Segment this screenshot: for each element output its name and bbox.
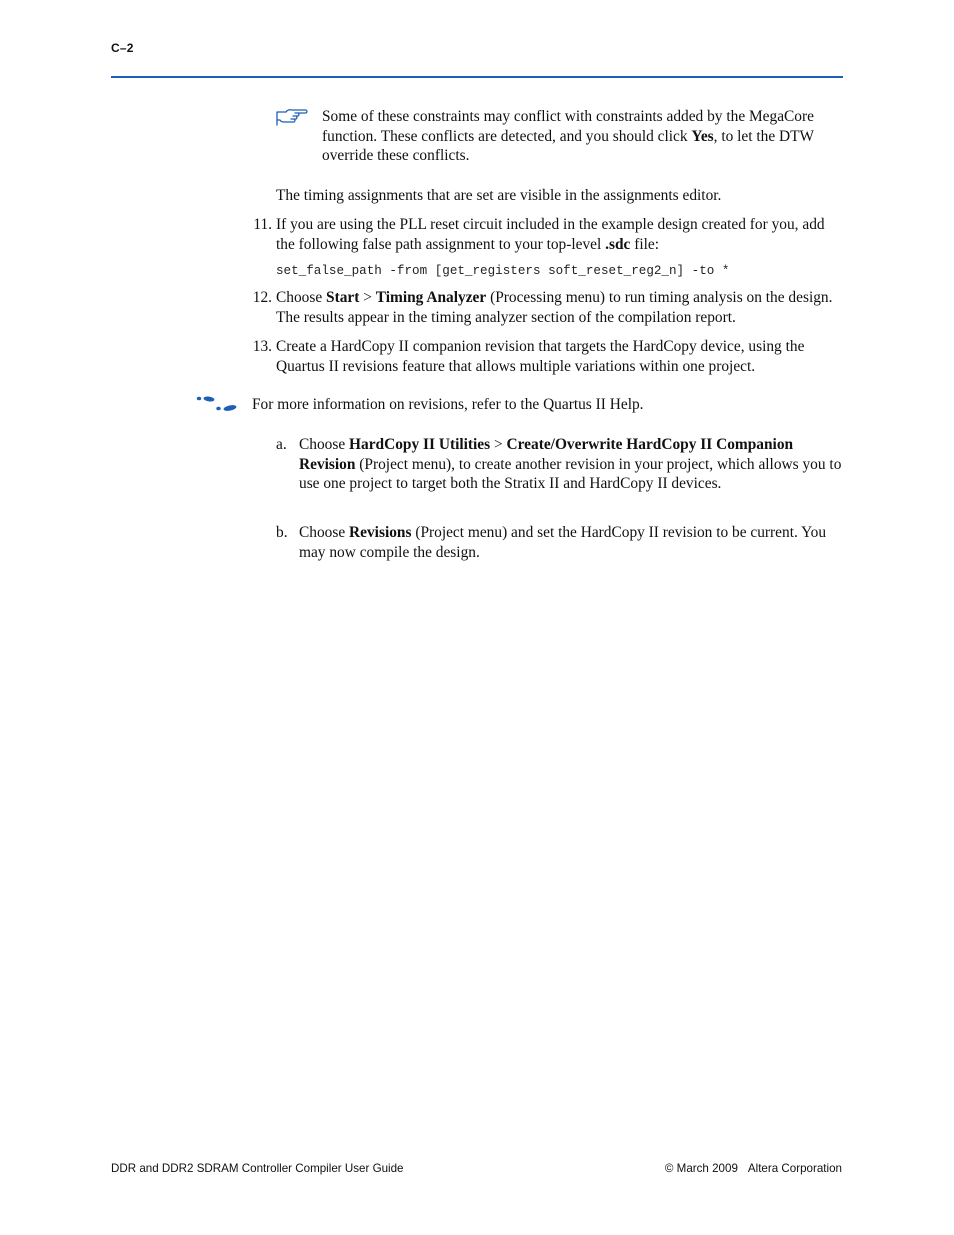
reference-text: For more information on revisions, refer to the Quartus II Help.	[252, 396, 644, 413]
footer-date: © March 2009	[664, 1162, 738, 1175]
step-11-text: If you are using the PLL reset circuit included in the example design created for you, add the following false path assignment to your top-level .sdc file:	[276, 216, 825, 253]
footer-title: DDR and DDR2 SDRAM Controller Compiler User Guide	[111, 1162, 404, 1175]
step-13-text: Create a HardCopy II companion revision that targets the HardCopy device, using the Quartus II revisions feature that allows multiple variations within one project.	[276, 338, 805, 375]
step-12-text: Choose Start > Timing Analyzer (Processing menu) to run timing analysis on the design. The results appear in the timing analyzer section of the compilation report.	[276, 289, 833, 326]
pointing-hand-icon	[276, 108, 308, 128]
substep-letter: b.	[276, 524, 288, 541]
step-number: 13.	[252, 338, 272, 355]
footer-company: Altera Corporation	[747, 1162, 842, 1175]
substep-a-text: Choose HardCopy II Utilities > Create/Overwrite HardCopy II Companion Revision (Project menu), to create another revision in your project, which allows you to use one project to target both the Stratix II and HardCopy II devices.	[299, 436, 842, 493]
footer-right	[665, 1162, 842, 1175]
step-number: 11.	[253, 216, 272, 233]
note-text: Some of these constraints may conflict with constraints added by the MegaCore function. These conflicts are detected, and you should click Yes, to let the DTW override these conflicts.	[322, 108, 814, 165]
substep-letter: a.	[276, 436, 287, 453]
header-rule	[111, 76, 843, 78]
timing-assignments-paragraph: The timing assignments that are set are visible in the assignments editor.	[276, 187, 722, 204]
footprints-icon	[196, 395, 240, 413]
substep-b-text: Choose Revisions (Project menu) and set the HardCopy II revision to be current. You may now compile the design.	[299, 524, 827, 561]
code-line: set_false_path -from [get_registers soft_reset_reg2_n] -to *	[276, 264, 730, 278]
step-number: 12.	[252, 289, 272, 306]
page-label: C–2	[111, 41, 134, 55]
